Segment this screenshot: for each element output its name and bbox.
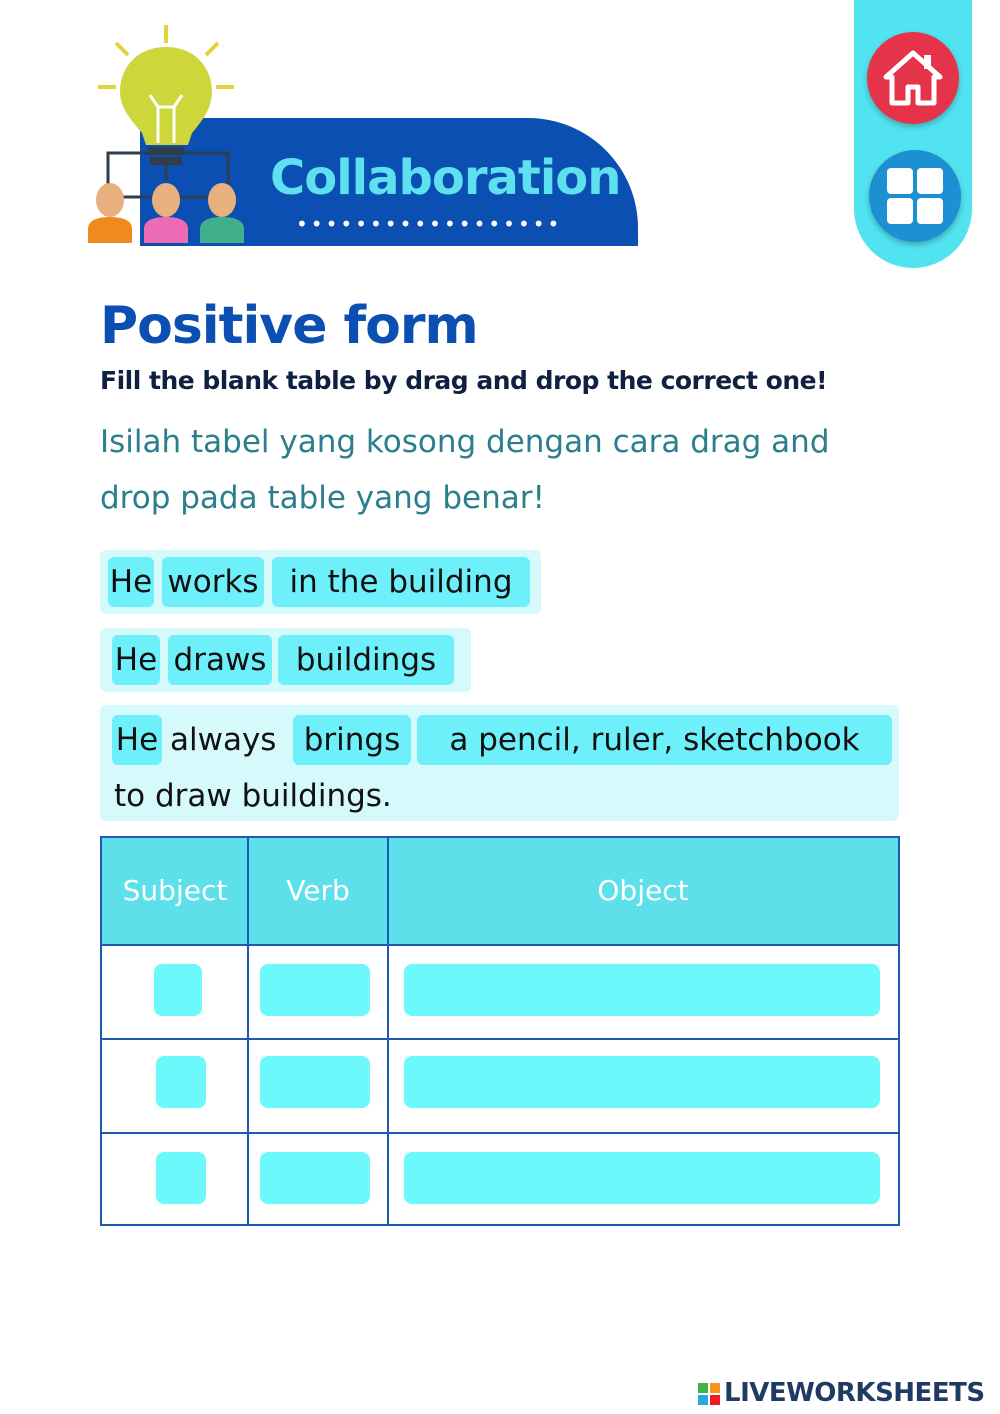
draggable-object[interactable]: buildings xyxy=(278,635,454,685)
answer-table xyxy=(100,836,900,1226)
header-verb: Verb xyxy=(286,874,350,907)
header-object: Object xyxy=(597,874,689,907)
drop-zone-subject-3[interactable] xyxy=(156,1152,206,1204)
drop-zone-subject-1[interactable] xyxy=(154,964,202,1016)
draggable-object[interactable]: in the building xyxy=(272,557,530,607)
draggable-subject[interactable]: He xyxy=(112,715,162,765)
column-divider xyxy=(387,838,389,1224)
liveworksheets-logo-icon xyxy=(698,1383,720,1405)
home-button[interactable] xyxy=(867,32,959,124)
collaboration-lightbulb-icon xyxy=(88,25,248,247)
drop-zone-object-1[interactable] xyxy=(404,964,880,1016)
header-subject: Subject xyxy=(122,874,228,907)
draggable-verb[interactable]: draws xyxy=(168,635,272,685)
drop-zone-subject-2[interactable] xyxy=(156,1056,206,1108)
header-title: Collaboration xyxy=(270,150,621,206)
draggable-subject[interactable]: He xyxy=(108,557,154,607)
draggable-verb[interactable]: brings xyxy=(293,715,411,765)
drop-zone-object-2[interactable] xyxy=(404,1056,880,1108)
table-header xyxy=(102,838,898,946)
row-divider xyxy=(102,1038,898,1040)
instruction-english: Fill the blank table by drag and drop the correct one! xyxy=(100,366,827,395)
sentence-rest: to draw buildings. xyxy=(114,778,392,814)
sentence-box-1 xyxy=(100,550,541,614)
drop-zone-verb-2[interactable] xyxy=(260,1056,370,1108)
drop-zone-object-3[interactable] xyxy=(404,1152,880,1204)
home-icon xyxy=(882,49,944,107)
menu-button[interactable] xyxy=(869,150,961,242)
row-divider xyxy=(102,1132,898,1134)
instruction-indonesian: Isilah tabel yang kosong dengan cara drag and drop pada table yang benar! xyxy=(100,424,830,516)
header-dots: •••••••••••••••••• xyxy=(296,212,563,236)
draggable-subject[interactable]: He xyxy=(112,635,160,685)
sentence-box-3 xyxy=(100,705,899,821)
sentence-adverb: always xyxy=(170,722,277,758)
drop-zone-verb-1[interactable] xyxy=(260,964,370,1016)
page-title: Positive form xyxy=(100,296,478,356)
sentence-box-2 xyxy=(100,628,471,692)
draggable-object[interactable]: a pencil, ruler, sketchbook xyxy=(417,715,892,765)
footer-brand: LIVEWORKSHEETS xyxy=(724,1378,985,1408)
grid-menu-icon xyxy=(885,166,945,226)
column-divider xyxy=(247,838,249,1224)
drop-zone-verb-3[interactable] xyxy=(260,1152,370,1204)
draggable-verb[interactable]: works xyxy=(162,557,264,607)
